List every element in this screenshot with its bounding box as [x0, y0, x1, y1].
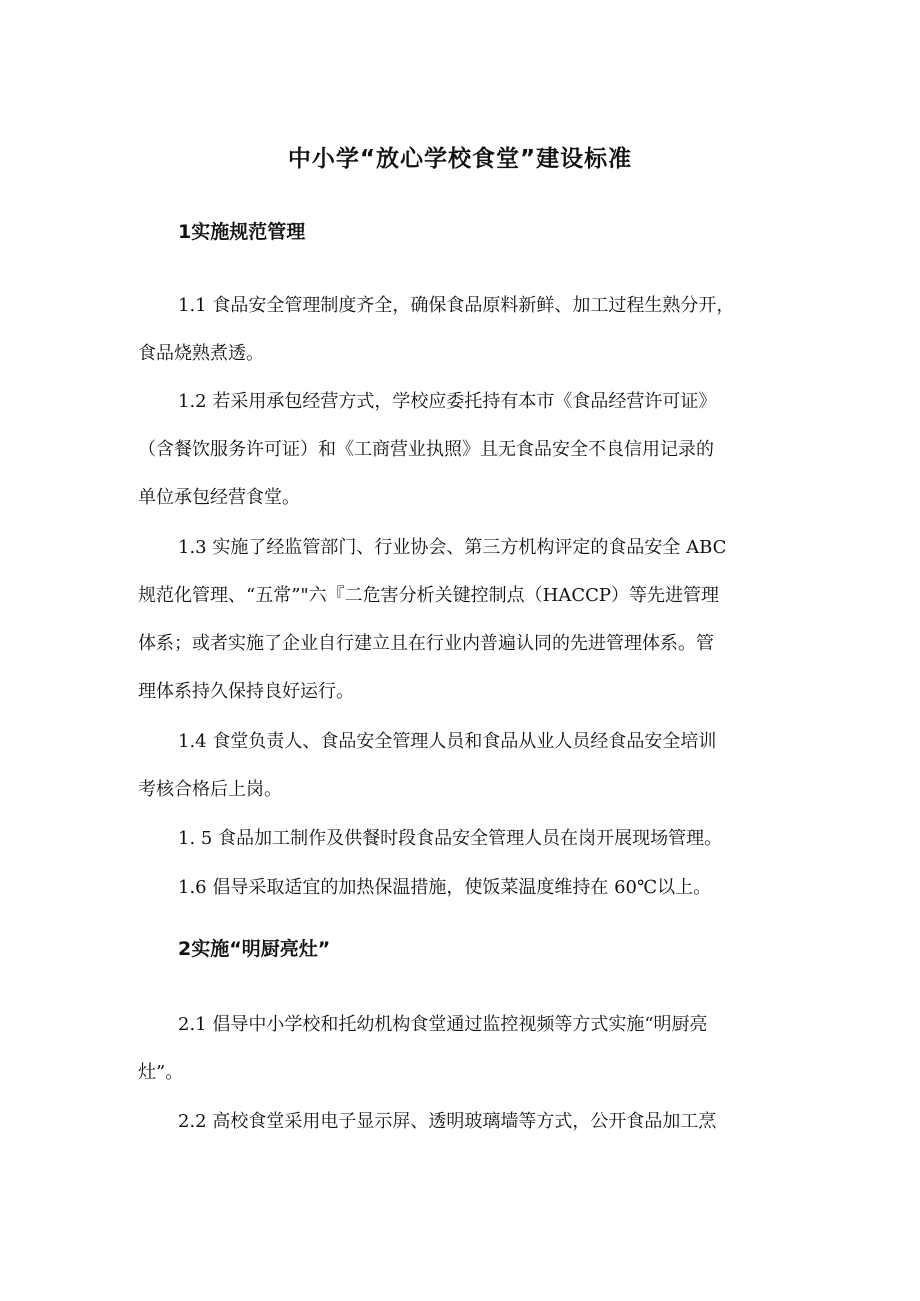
paragraph-1-3 — [138, 524, 788, 716]
paragraph-1-1 — [138, 282, 788, 378]
paragraph-line: 规范化管理、“五常”"六『二危害分析关键控制点（HACCP）等先进管理 — [138, 585, 720, 606]
paragraph-line: 1.3 实施了经监管部门、行业协会、第三方机构评定的食品安全 ABC — [178, 537, 727, 558]
paragraph-line: 2.1 倡导中小学校和托幼机构食堂通过监控视频等方式实施“明厨亮 — [178, 1014, 708, 1035]
paragraph-2-1 — [138, 1001, 788, 1097]
paragraph-line: 1.4 食堂负责人、食品安全管理人员和食品从业人员经食品安全培训 — [178, 731, 717, 752]
paragraph-2-2 — [138, 1098, 788, 1146]
paragraph-line: 体系；或者实施了企业自行建立且在行业内普遍认同的先进管理体系。管 — [138, 633, 714, 654]
document-title: 中小学“放心学校食堂”建设标准 — [287, 146, 633, 172]
paragraph-1-6 — [138, 864, 788, 912]
paragraph-line: 1. 5 食品加工制作及供餐时段食品安全管理人员在岗开展现场管理。 — [178, 828, 723, 849]
paragraph-line: 1.2 若采用承包经营方式，学校应委托持有本市《食品经营许可证》 — [178, 391, 717, 412]
paragraph-1-2 — [138, 378, 788, 522]
paragraph-line: 2.2 高校食堂采用电子显示屏、透明玻璃墙等方式，公开食品加工烹 — [178, 1111, 717, 1132]
section-heading-2: 2实施“明厨亮灶” — [178, 938, 331, 960]
paragraph-line: 理体系持久保持良好运行。 — [138, 681, 354, 702]
paragraph-1-4 — [138, 718, 788, 814]
paragraph-line: 食品烧熟煮透。 — [138, 343, 264, 364]
paragraph-line: 灶”。 — [138, 1062, 184, 1083]
paragraph-line: 考核合格后上岗。 — [138, 779, 282, 800]
paragraph-line: 单位承包经营食堂。 — [138, 487, 300, 508]
paragraph-line: 1.6 倡导采取适宜的加热保温措施，使饭菜温度维持在 60℃以上。 — [178, 877, 712, 898]
paragraph-line: （含餐饮服务许可证）和《工商营业执照》且无食品安全不良信用记录的 — [138, 439, 714, 460]
paragraph-line: 1.1 食品安全管理制度齐全，确保食品原料新鲜、加工过程生熟分开， — [178, 295, 735, 316]
paragraph-1-5 — [138, 815, 788, 863]
section-heading-1: 1实施规范管理 — [178, 221, 306, 243]
